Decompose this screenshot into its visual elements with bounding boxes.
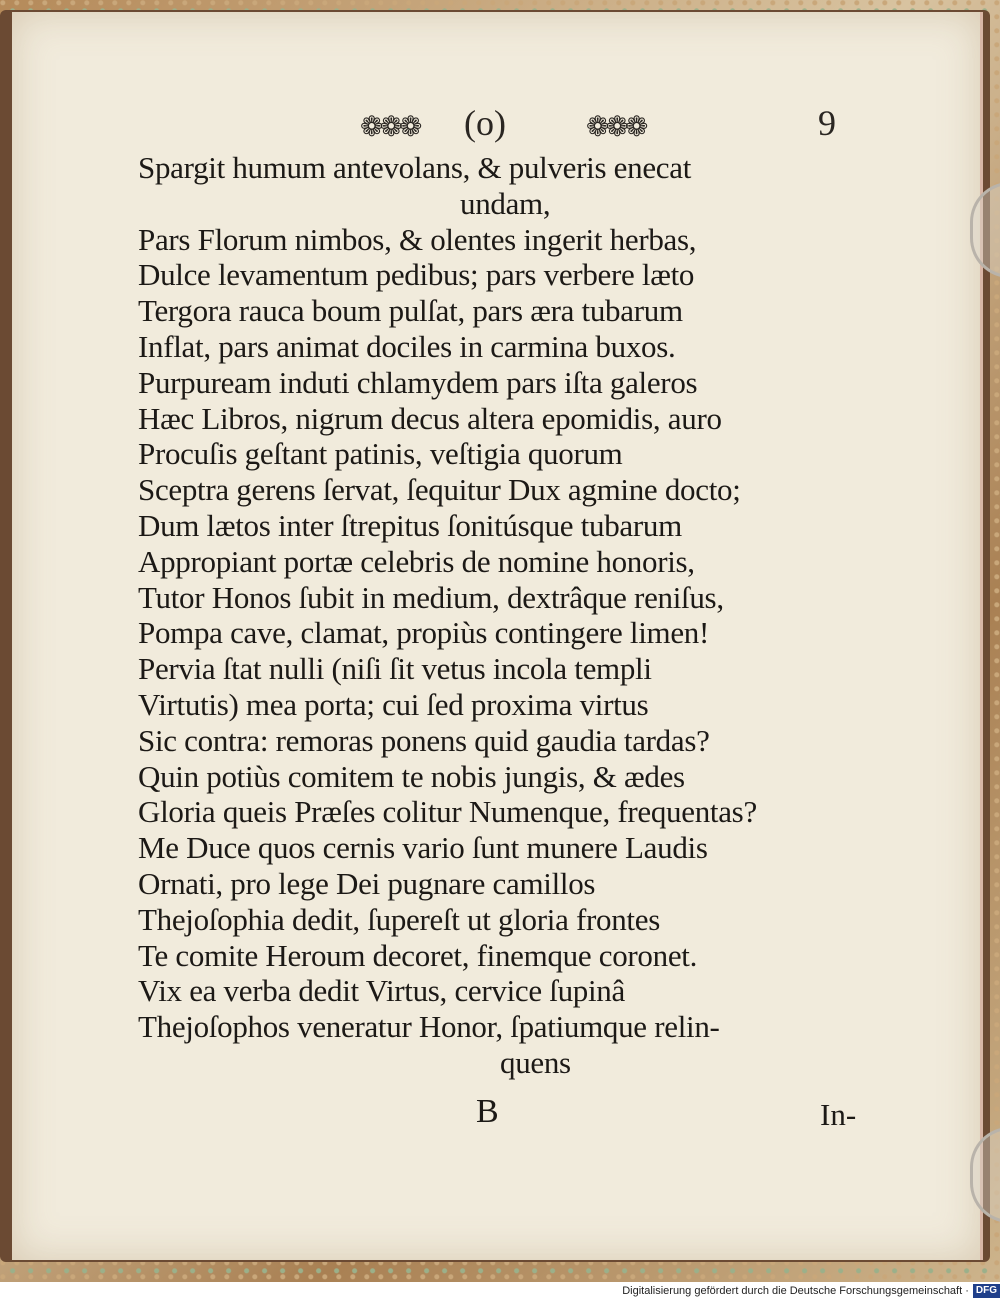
verse-line: Quin potiùs comitem te nobis jungis, & ædes	[138, 758, 685, 794]
signature-mark: (o)	[464, 103, 506, 143]
fleuron-right-icon: ❁❁❁	[586, 112, 645, 143]
verse-line: Gloria queis Præſes colitur Numenque, frequentas?	[138, 794, 757, 830]
verse-line: Dum lætos inter ſtrepitus ſonitúsque tubarum	[138, 507, 682, 543]
verse-line: Spargit humum antevolans, & pulveris enecat	[138, 150, 692, 185]
verse-line: Tutor Honos ſubit in medium, dextrâque reniſus,	[138, 579, 724, 615]
page-header	[360, 102, 880, 152]
verse-line: Me Duce quos cernis vario ſunt munere Laudis	[138, 830, 708, 866]
verse-line: Procuſis geſtant patinis, veſtigia quorum	[138, 436, 623, 472]
dfg-logo-icon: DFG	[973, 1284, 1000, 1298]
verse-line: Thejoſophia dedit, ſupereſt ut gloria frontes	[138, 901, 660, 937]
verse-line: quens	[500, 1044, 571, 1080]
fleuron-left-icon: ❁❁❁	[360, 112, 419, 143]
verse-line: Dulce levamentum pedibus; pars verbere læto	[138, 257, 695, 293]
verse-text	[138, 150, 878, 1081]
verse-line: Inflat, pars animat dociles in carmina buxos.	[138, 328, 676, 364]
verse-line: Virtutis) mea porta; cui ſed proxima virtus	[138, 686, 649, 722]
verse-line: Pervia ſtat nulli (niſi ſit vetus incola templi	[138, 651, 652, 687]
verse-line: undam,	[460, 185, 551, 221]
verse-line: Te comite Heroum decoret, finemque coronet.	[138, 937, 698, 973]
page-clip-bottom	[970, 1127, 1000, 1223]
digitization-credit	[0, 1282, 1000, 1301]
verse-line: Pompa cave, clamat, propiùs contingere limen!	[138, 615, 710, 651]
verse-line: Ornati, pro lege Dei pugnare camillos	[138, 865, 596, 901]
verse-line: Hæc Libros, nigrum decus altera epomidis, auro	[138, 400, 722, 436]
verse-line: Thejoſophos veneratur Honor, ſpatiumque relin-	[138, 1009, 720, 1045]
page-clip-top	[970, 182, 1000, 278]
verse-line: Sic contra: remoras ponens quid gaudia tardas?	[138, 722, 710, 758]
verse-line: Pars Florum nimbos, & olentes ingerit herbas,	[138, 221, 697, 257]
gathering-signature: B	[476, 1093, 499, 1130]
verse-line: Appropiant portæ celebris de nomine honoris,	[138, 543, 695, 579]
verse-line: Tergora rauca boum pulſat, pars æra tubarum	[138, 293, 683, 329]
verse-line: Sceptra gerens ſervat, ſequitur Dux agmine docto;	[138, 472, 741, 508]
credit-text: Digitalisierung gefördert durch die Deutsche Forschungsgemeinschaft ·	[622, 1285, 969, 1297]
page-number: 9	[818, 103, 836, 143]
catchword: In-	[820, 1097, 857, 1132]
verse-line: Vix ea verba dedit Virtus, cervice ſupinâ	[138, 973, 625, 1009]
verse-line: Purpuream induti chlamydem pars iſta galeros	[138, 364, 698, 400]
